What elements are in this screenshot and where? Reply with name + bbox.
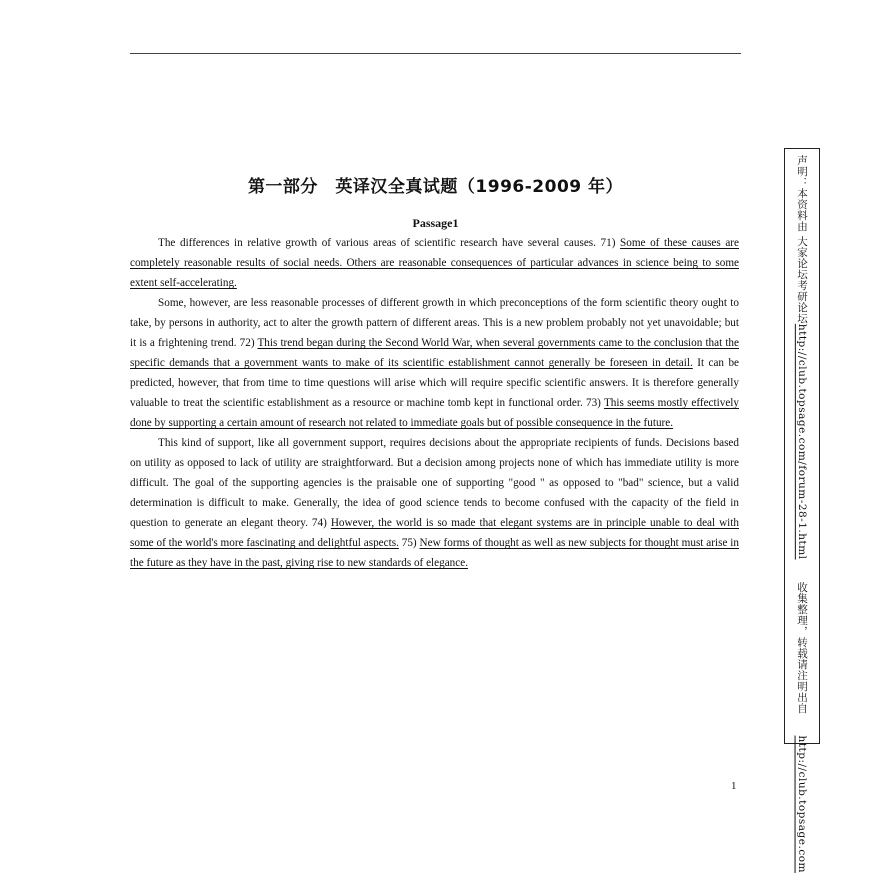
translation-sentence-71: Some of these causes are completely reasonable results of social needs. Others are reasonable consequences of particular advances in science being to some extent self-accelerating. bbox=[130, 237, 739, 289]
forum-link[interactable]: http://club.topsage.com/forum-28-1.html bbox=[796, 323, 808, 560]
translation-sentence-75: New forms of thought as well as new subjects for thought must arise in the future as they have in the past, giving rise to new standards of elegance. bbox=[130, 537, 739, 569]
paragraph-1 bbox=[130, 233, 739, 293]
sidebar-text bbox=[795, 155, 809, 873]
passage-title: Passage1 bbox=[412, 216, 459, 230]
paragraph-3-lead: This kind of support, like all government support, requires decisions about the appropriate recipients of funds. Decisions based on utility as opposed to lack of utility are straightforward. But a decision among projects none of which has immediate utility is more difficult. The goal of the supporting agencies is the praisable one of supporting "good " as opposed to "bad" science, but a valid determination is difficult to make. Generally, the idea of good science tends to become confused with the capacity of the field in question to generate an elegant theory. 74) bbox=[130, 437, 739, 529]
header-rule bbox=[130, 53, 741, 54]
translation-sentence-74: However, the world is so made that elegant systems are in principle unable to deal with some of the world's more fascinating and delightful aspects. bbox=[130, 517, 739, 549]
paragraph-2-lead: Some, however, are less reasonable processes of different growth in which preconceptions of the form scientific theory ought to take, by persons in authority, act to alter the growth pattern of different areas. This is a new problem probably not yet unavoidable; but it is a frightening trend. 72) bbox=[130, 297, 739, 349]
translation-sentence-72: This trend began during the Second World War, when several governments came to the conclusion that the specific demands that a government wants to make of its scientific establishment cannot generally be foreseen in detail. bbox=[130, 337, 739, 369]
passage-body bbox=[130, 233, 739, 573]
paragraph-2-middle: It can be predicted, however, that from time to time questions will arise which will require specific scientific answers. It is therefore generally valuable to treat the scientific establishment as a resource or machine tomb kept in functional order. 73) bbox=[130, 357, 739, 409]
paragraph-2 bbox=[130, 293, 739, 433]
translation-sentence-73: This seems mostly effectively done by supporting a certain amount of research not related to immediate goals but of possible consequence in the future. bbox=[130, 397, 739, 429]
sidebar-middle: 收集整理，转载请注明出自 bbox=[796, 581, 808, 714]
site-link[interactable]: http://club.topsage.com bbox=[796, 735, 808, 873]
sidebar-prefix: 声明：本资料由 大家论坛考研论坛 bbox=[796, 155, 808, 324]
page-title: 第一部分 英译汉全真试题（1996-2009 年） bbox=[247, 177, 624, 197]
paragraph-1-lead: The differences in relative growth of various areas of scientific research have several causes. 71) bbox=[158, 237, 621, 249]
page-number: 1 bbox=[731, 780, 737, 792]
copyright-sidebar bbox=[784, 148, 820, 873]
paragraph-3 bbox=[130, 433, 739, 573]
paragraph-3-middle: 75) bbox=[398, 537, 420, 549]
